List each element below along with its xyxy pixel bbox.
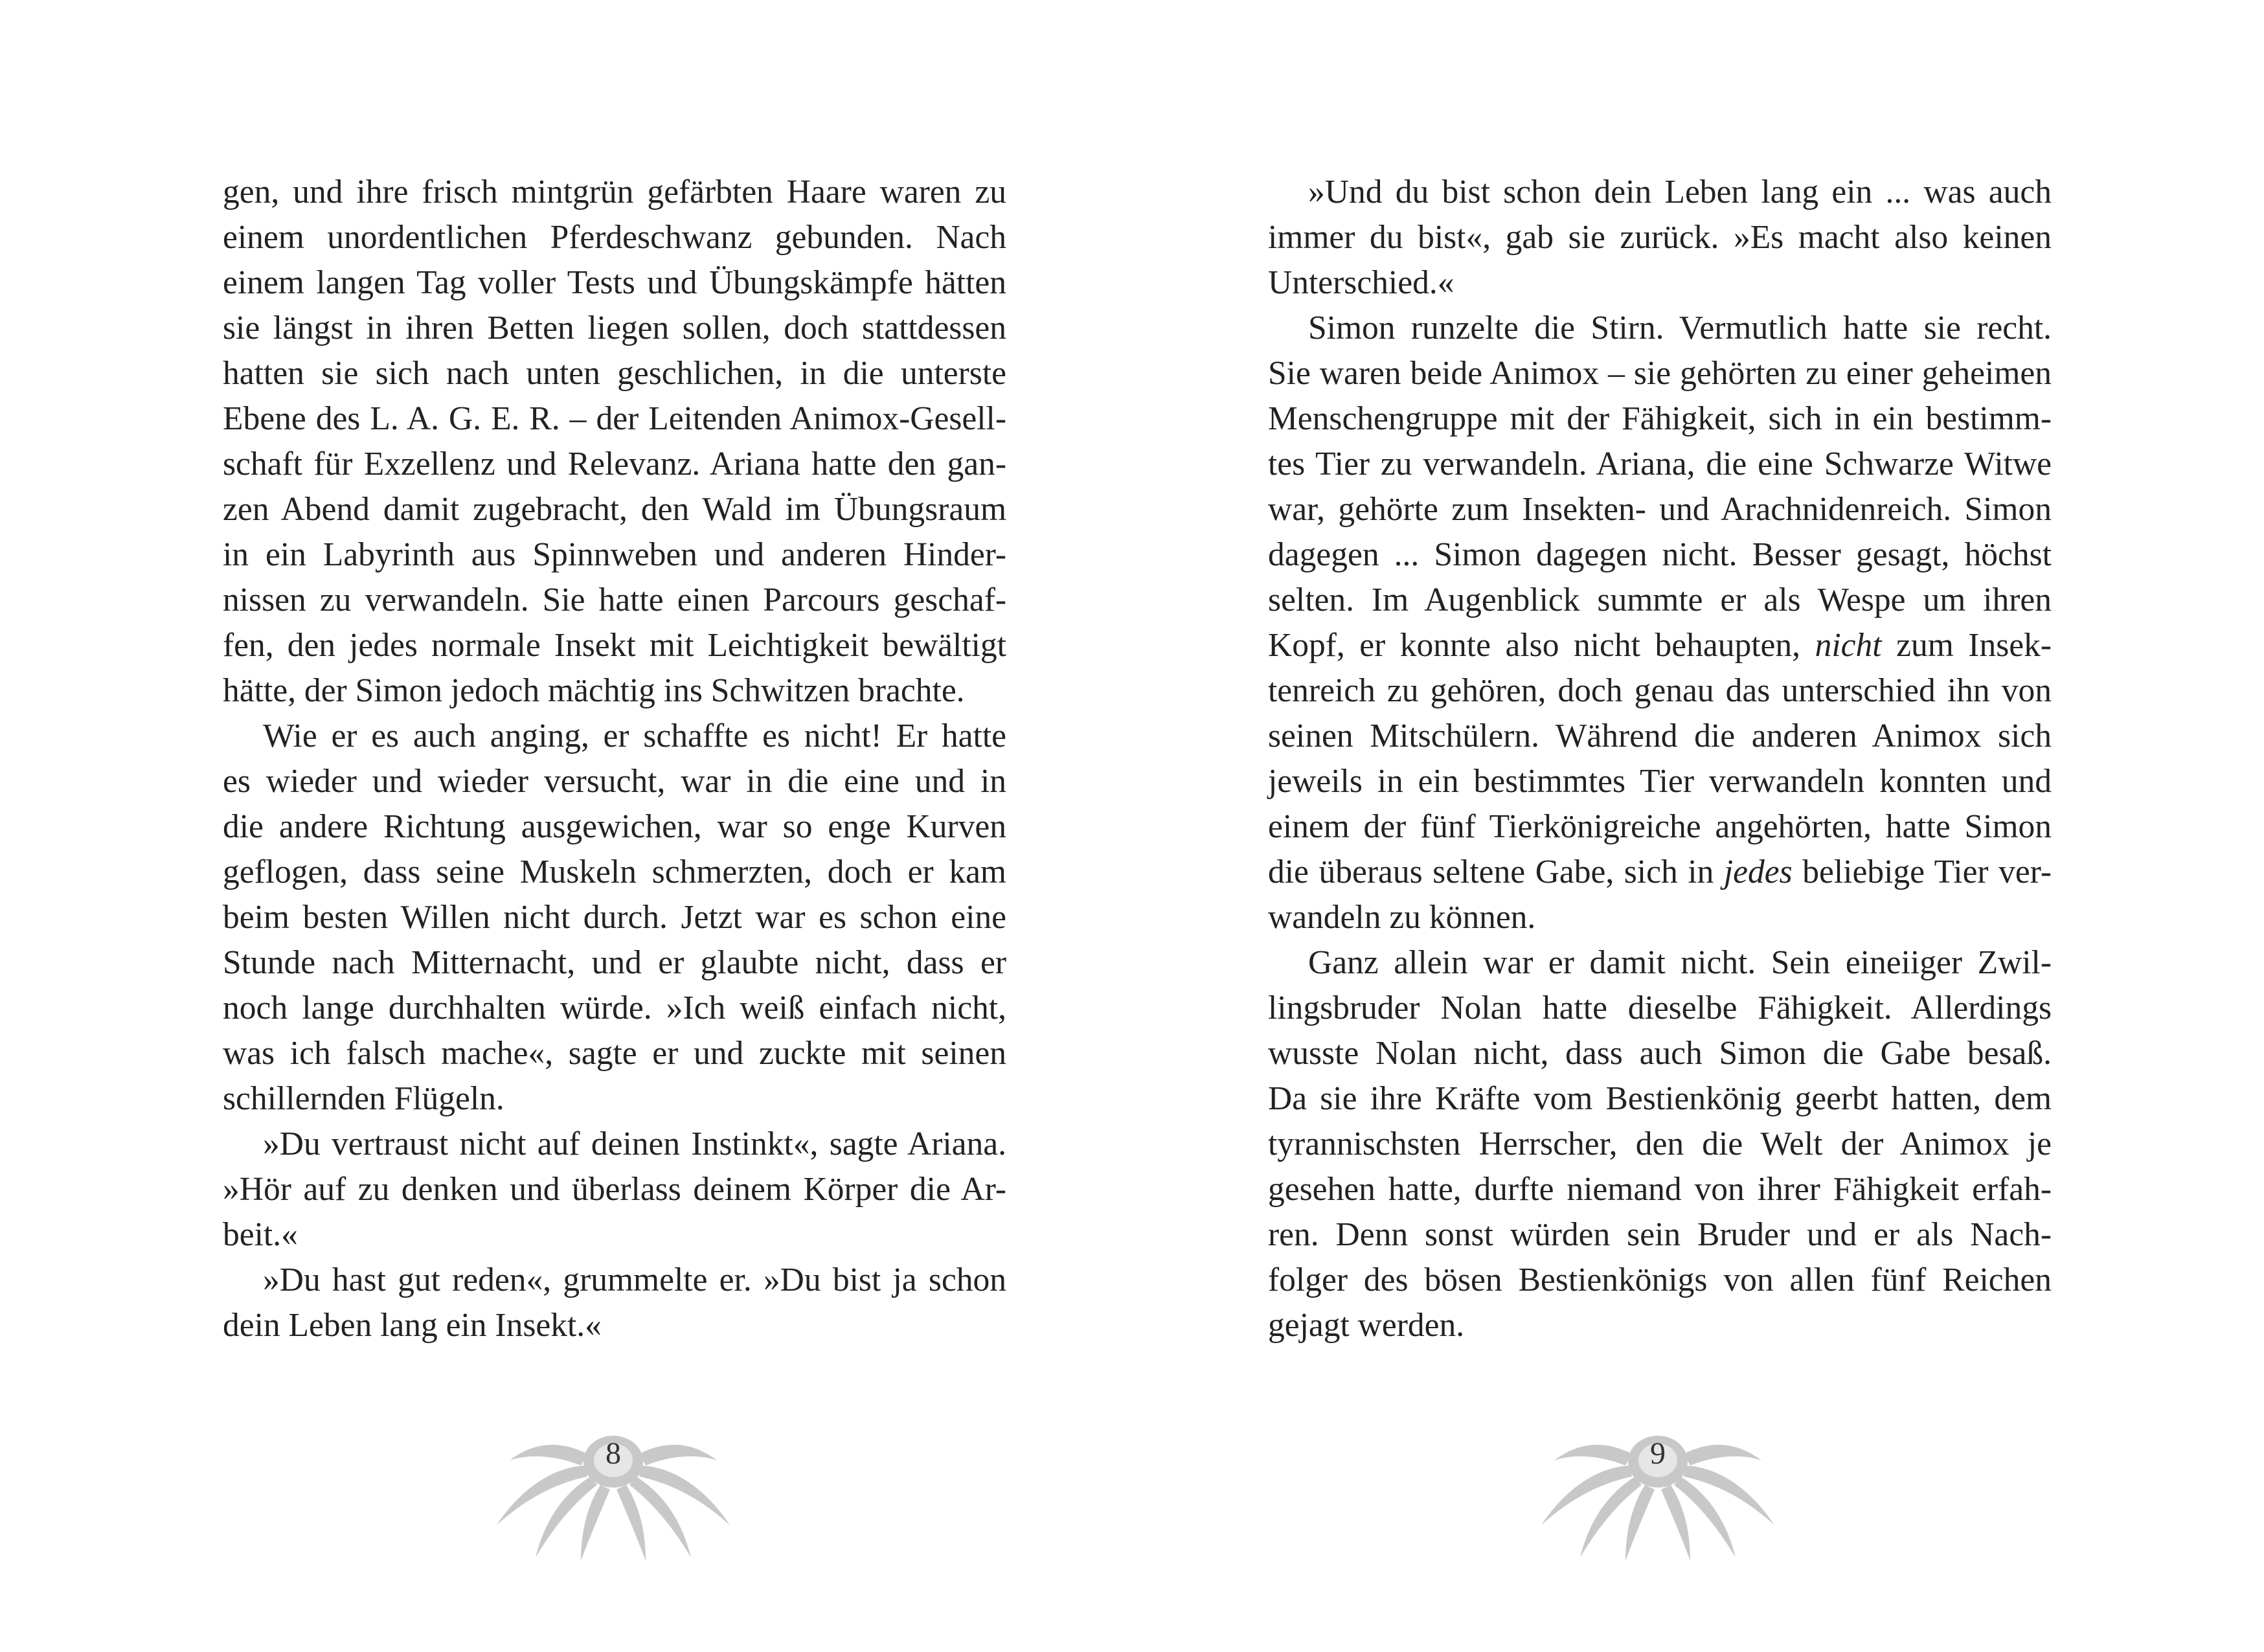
text-segment: Kopf, er konnte also nicht behaupten, <box>1268 627 1815 664</box>
text-line: dagegen ... Simon dagegen nicht. Besser gesagt, höchst <box>1268 536 2052 573</box>
text-line: war, gehörte zum Insekten- und Arachnidenreich. Simon <box>1268 491 2052 528</box>
text-line: tenreich zu gehören, doch genau das unterschied ihn von <box>1268 672 2052 709</box>
text-line: wandeln zu können. <box>1268 899 1536 936</box>
right-page-text <box>1268 170 2052 1348</box>
text-line: Simon runzelte die Stirn. Vermutlich hatte sie recht. <box>1308 310 2052 346</box>
text-line: einem der fünf Tierkönigreiche angehörten, hatte Simon <box>1268 808 2052 845</box>
text-line: lingsbruder Nolan hatte dieselbe Fähigkeit. Allerdings <box>1268 990 2052 1026</box>
text-line: »Du vertraust nicht auf deinen Instinkt«, sagte Ariana. <box>263 1126 1006 1162</box>
text-line: gesehen hatte, durfte niemand von ihrer Fähigkeit erfah- <box>1268 1171 2052 1208</box>
text-line: hätte, der Simon jedoch mächtig ins Schwitzen brachte. <box>223 672 965 709</box>
text-line <box>1268 850 2052 895</box>
text-line: noch lange durchhalten würde. »Ich weiß einfach nicht, <box>223 990 1006 1026</box>
text-line: einem unordentlichen Pferdeschwanz gebunden. Nach <box>223 219 1006 256</box>
emphasized-word: jedes <box>1723 854 1793 890</box>
text-line: Stunde nach Mitternacht, und er glaubte nicht, dass er <box>223 944 1006 981</box>
text-line: tyrannischsten Herrscher, den die Welt der Animox je <box>1268 1126 2052 1162</box>
text-segment: zum Insek- <box>1881 627 2052 664</box>
text-line: Sie waren beide Animox – sie gehörten zu einer geheimen <box>1268 355 2052 392</box>
text-line: »Du hast gut reden«, grummelte er. »Du bist ja schon <box>263 1262 1006 1298</box>
text-line: fen, den jedes normale Insekt mit Leichtigkeit bewältigt <box>223 627 1006 664</box>
text-line: Wie er es auch anging, er schaffte es nicht! Er hatte <box>263 718 1006 754</box>
text-line: hatten sie sich nach unten geschlichen, in die unterste <box>223 355 1006 392</box>
text-line: schillernden Flügeln. <box>223 1080 504 1117</box>
text-line: tes Tier zu verwandeln. Ariana, die eine Schwarze Witwe <box>1268 446 2052 482</box>
text-line: Da sie ihre Kräfte vom Bestienkönig geerbt hatten, dem <box>1268 1080 2052 1117</box>
text-segment: die überaus seltene Gabe, sich in <box>1268 854 1724 890</box>
text-line: ren. Denn sonst würden sein Bruder und er als Nach- <box>1268 1216 2052 1253</box>
text-line: seinen Mitschülern. Während die anderen Animox sich <box>1268 718 2052 754</box>
text-line: einem langen Tag voller Tests und Übungskämpfe hätten <box>223 264 1006 301</box>
page-footer-ornament <box>484 1428 743 1564</box>
text-line: geflogen, dass seine Muskeln schmerzten, doch er kam <box>223 854 1006 890</box>
text-line <box>1268 623 2052 668</box>
page-footer-ornament <box>1528 1428 1787 1564</box>
text-line: die andere Richtung ausgewichen, war so enge Kurven <box>223 808 1006 845</box>
text-line: wusste Nolan nicht, dass auch Simon die Gabe besaß. <box>1268 1035 2052 1072</box>
text-line: sie längst in ihren Betten liegen sollen, doch stattdessen <box>223 310 1006 346</box>
text-line: Ganz allein war er damit nicht. Sein eineiiger Zwil- <box>1308 944 2052 981</box>
right-page <box>1132 0 2264 1652</box>
text-line: »Und du bist schon dein Leben lang ein ... was auch <box>1308 174 2052 210</box>
text-line: gejagt werden. <box>1268 1307 1465 1344</box>
text-line: es wieder und wieder versucht, war in die eine und in <box>223 763 1006 800</box>
text-line: Unterschied.« <box>1268 264 1455 301</box>
text-line: Menschengruppe mit der Fähigkeit, sich in ein bestimm- <box>1268 400 2052 437</box>
text-line: jeweils in ein bestimmtes Tier verwandeln konnten und <box>1268 763 2052 800</box>
text-line: »Hör auf zu denken und überlass deinem Körper die Ar- <box>223 1171 1006 1208</box>
text-line: dein Leben lang ein Insekt.« <box>223 1307 602 1344</box>
text-segment: beliebige Tier ver- <box>1792 854 2052 890</box>
text-line: zen Abend damit zugebracht, den Wald im Übungsraum <box>223 491 1006 528</box>
text-line: schaft für Exzellenz und Relevanz. Ariana hatte den gan- <box>223 446 1006 482</box>
page-number: 9 <box>1650 1436 1666 1471</box>
text-line: Ebene des L. A. G. E. R. – der Leitenden Animox-Gesell- <box>223 400 1006 437</box>
text-line: beim besten Willen nicht durch. Jetzt war es schon eine <box>223 899 1006 936</box>
text-line: selten. Im Augenblick summte er als Wespe um ihren <box>1268 582 2052 618</box>
text-line: gen, und ihre frisch mintgrün gefärbten Haare waren zu <box>223 174 1006 210</box>
text-line: immer du bist«, gab sie zurück. »Es macht also keinen <box>1268 219 2052 256</box>
page-number: 8 <box>606 1436 621 1471</box>
left-page-text <box>223 170 1006 1348</box>
text-line: folger des bösen Bestienkönigs von allen fünf Reichen <box>1268 1262 2052 1298</box>
text-line: nissen zu verwandeln. Sie hatte einen Parcours geschaf- <box>223 582 1006 618</box>
text-line: in ein Labyrinth aus Spinnweben und anderen Hinder- <box>223 536 1006 573</box>
emphasized-word: nicht <box>1815 627 1882 664</box>
text-line: beit.« <box>223 1216 298 1253</box>
text-line: was ich falsch mache«, sagte er und zuckte mit seinen <box>223 1035 1006 1072</box>
